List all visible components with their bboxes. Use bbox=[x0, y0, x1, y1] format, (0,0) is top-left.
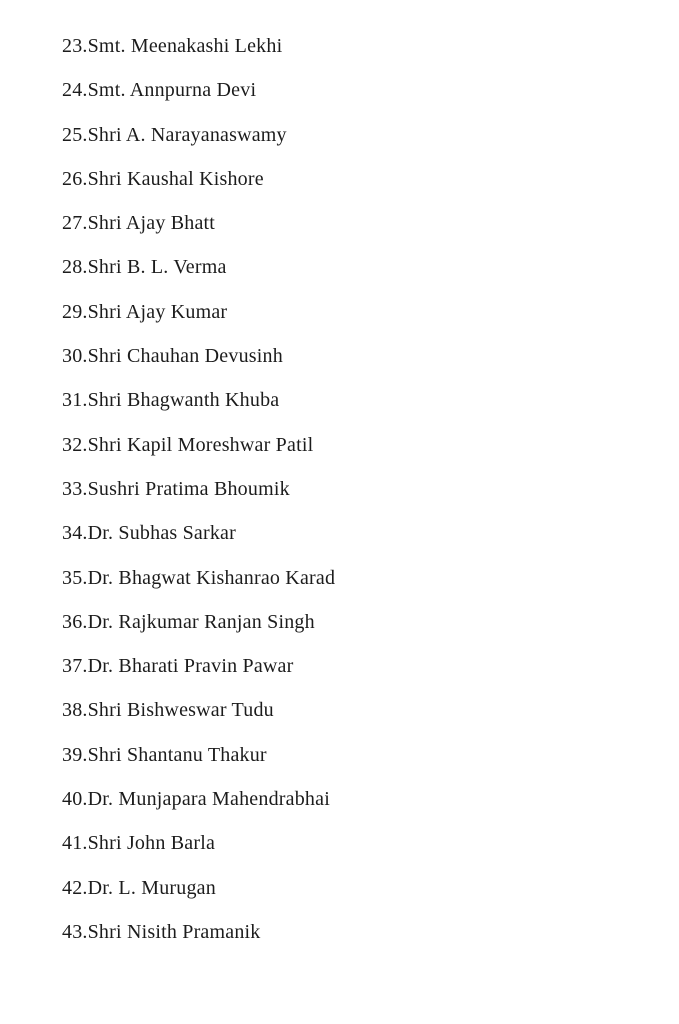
list-item-name: Shri Kaushal Kishore bbox=[87, 167, 264, 190]
list-item bbox=[62, 125, 659, 145]
list-item bbox=[62, 36, 659, 56]
list-item bbox=[62, 789, 659, 809]
list-item-number: 33. bbox=[62, 477, 88, 500]
list-item-number: 32. bbox=[62, 433, 88, 456]
list-item-name: Dr. Bhagwat Kishanrao Karad bbox=[87, 566, 336, 589]
list-item-number: 42. bbox=[62, 876, 88, 899]
list-item bbox=[62, 479, 659, 499]
list-item-name: Shri Ajay Kumar bbox=[87, 300, 228, 323]
list-item bbox=[62, 922, 659, 942]
list-item bbox=[62, 169, 659, 189]
list-item-name: Shri Kapil Moreshwar Patil bbox=[87, 433, 314, 456]
list-item-name: Shri Bishweswar Tudu bbox=[87, 699, 274, 722]
list-item bbox=[62, 745, 659, 765]
list-item-name: Shri A. Narayanaswamy bbox=[87, 123, 287, 146]
list-item-number: 31. bbox=[62, 389, 88, 412]
list-item-number: 29. bbox=[62, 300, 88, 323]
list-item bbox=[62, 523, 659, 543]
list-item-number: 39. bbox=[62, 743, 88, 766]
list-item-name: Dr. Munjapara Mahendrabhai bbox=[87, 788, 330, 811]
list-item bbox=[62, 390, 659, 410]
list-item-number: 27. bbox=[62, 212, 88, 235]
list-item-name: Dr. Subhas Sarkar bbox=[87, 522, 236, 545]
list-item-name: Shri Bhagwanth Khuba bbox=[87, 389, 280, 412]
list-item-name: Smt. Meenakashi Lekhi bbox=[87, 35, 283, 57]
list-item-number: 43. bbox=[62, 920, 88, 943]
list-item-number: 25. bbox=[62, 123, 88, 146]
list-item-number: 28. bbox=[62, 256, 88, 279]
list-item bbox=[62, 878, 659, 898]
list-item bbox=[62, 612, 659, 632]
list-item-name: Smt. Annpurna Devi bbox=[87, 79, 257, 102]
list-item-name: Dr. Bharati Pravin Pawar bbox=[87, 655, 294, 678]
list-item-number: 37. bbox=[62, 655, 88, 678]
list-item bbox=[62, 302, 659, 322]
list-item bbox=[62, 346, 659, 366]
list-item-number: 26. bbox=[62, 167, 88, 190]
list-item-name: Shri Chauhan Devusinh bbox=[87, 345, 283, 368]
list-item-name: Shri Nisith Pramanik bbox=[87, 920, 261, 943]
list-item-number: 23. bbox=[62, 35, 88, 57]
list-item-number: 41. bbox=[62, 832, 88, 855]
list-item-name: Shri B. L. Verma bbox=[87, 256, 227, 279]
list-item-name: Shri John Barla bbox=[87, 832, 216, 855]
list-item-name: Shri Shantanu Thakur bbox=[87, 743, 267, 766]
list-item bbox=[62, 568, 659, 588]
list-item bbox=[62, 435, 659, 455]
list-item-number: 34. bbox=[62, 522, 88, 545]
list-item-number: 35. bbox=[62, 566, 88, 589]
list-item bbox=[62, 80, 659, 100]
list-item-number: 30. bbox=[62, 345, 88, 368]
list-item-name: Sushri Pratima Bhoumik bbox=[87, 477, 290, 500]
list-item bbox=[62, 833, 659, 853]
list-item-number: 38. bbox=[62, 699, 88, 722]
list-item-name: Dr. L. Murugan bbox=[87, 876, 216, 899]
list-item bbox=[62, 213, 659, 233]
list-item-number: 40. bbox=[62, 788, 88, 811]
list-item bbox=[62, 656, 659, 676]
list-item-name: Dr. Rajkumar Ranjan Singh bbox=[87, 610, 315, 633]
list-item-number: 36. bbox=[62, 610, 88, 633]
list-item-name: Shri Ajay Bhatt bbox=[87, 212, 216, 235]
list-item bbox=[62, 700, 659, 720]
list-item bbox=[62, 257, 659, 277]
list-item-number: 24. bbox=[62, 79, 88, 102]
